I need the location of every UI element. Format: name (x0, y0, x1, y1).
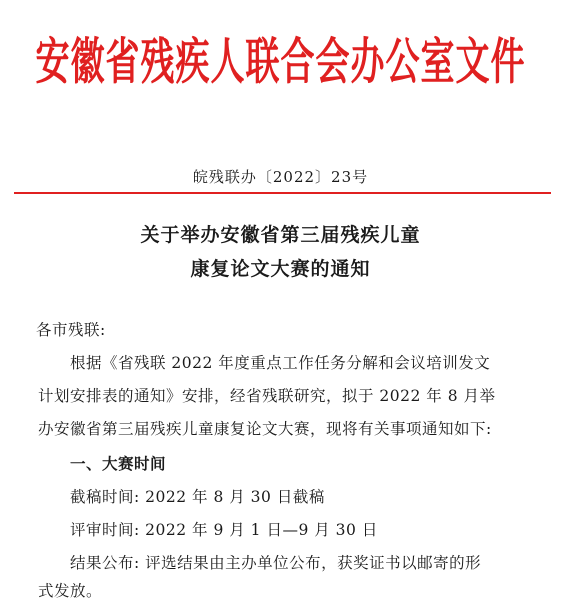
review-line: 评审时间: 2022 年 9 月 1 日—9 月 30 日 (70, 521, 378, 539)
section-heading-schedule: 一、大赛时间 (70, 454, 167, 473)
result-line-2: 式发放。 (38, 582, 103, 600)
notice-title-line-1: 关于举办安徽省第三届残疾儿童 (140, 224, 421, 246)
paragraph-1-line-2: 计划安排表的通知》安排，经省残联研究，拟于 2022 年 8 月举 (38, 387, 496, 405)
notice-title-line-2: 康复论文大赛的通知 (190, 258, 371, 280)
issuer-header-title: 安徽省残疾人联合会办公室文件 (35, 33, 526, 92)
result-line-1: 结果公布: 评选结果由主办单位公布，获奖证书以邮寄的形 (70, 554, 482, 572)
paragraph-1-line-1: 根据《省残联 2022 年度重点工作任务分解和会议培训发文 (70, 354, 491, 372)
red-divider-rule (14, 192, 551, 194)
document-number: 皖残联办〔2022〕23号 (192, 168, 369, 186)
salutation: 各市残联: (36, 321, 106, 339)
paragraph-1-line-3: 办安徽省第三届残疾儿童康复论文大赛，现将有关事项通知如下: (38, 420, 492, 438)
deadline-line: 截稿时间: 2022 年 8 月 30 日截稿 (70, 488, 325, 506)
